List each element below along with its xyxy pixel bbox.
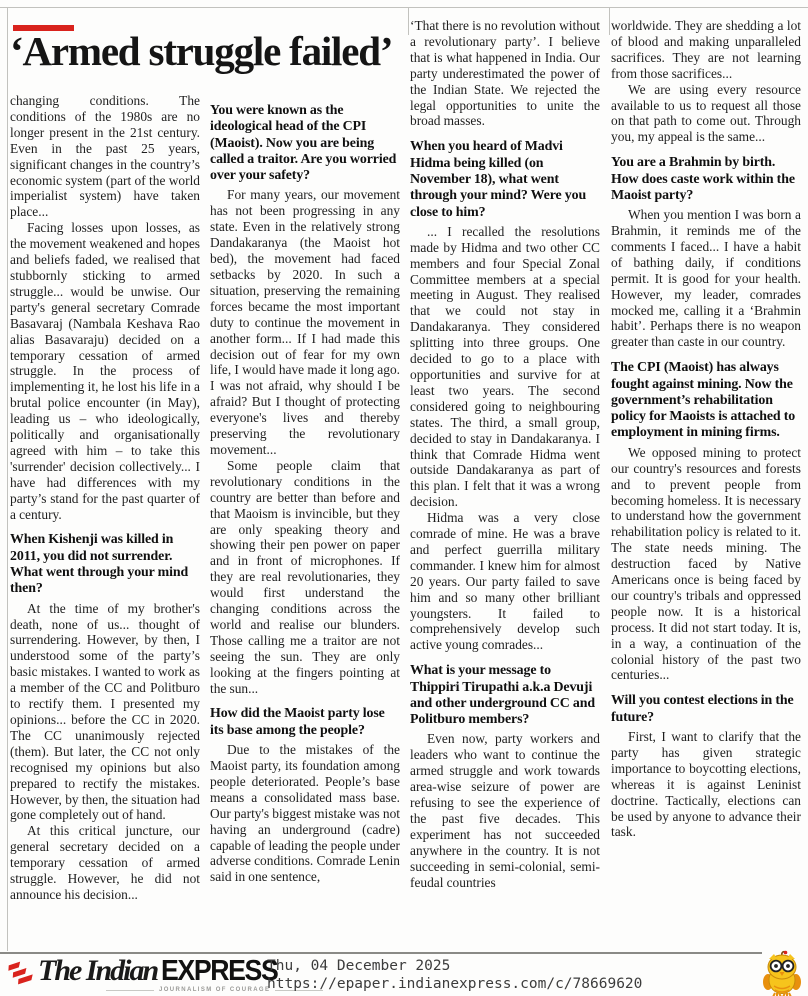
epaper-date: Thu, 04 December 2025 [267, 958, 451, 974]
article-paragraph: Hidma was a very close comrade of mine. He was a brave and perfect guerrilla military commander. I knew him for almost 20 years. Our party failed to save him and so many other brilliant youngsters. It failed to comprehensively develop such active young comrades... [410, 510, 600, 653]
interview-question: When Kishenji was killed in 2011, you did not surrender. What went through your mind then? [10, 532, 189, 597]
top-rule [0, 7, 808, 8]
logo-the-indian: The Indian [38, 954, 158, 987]
article-headline: ‘Armed struggle failed’ [10, 28, 393, 74]
article-paragraph: We are using every resource available to us to request all those on that path to come out. Through you, my appeal is the same... [611, 81, 801, 145]
interview-question: You are a Brahmin by birth. How does caste work within the Maoist party? [611, 155, 795, 203]
footer-bar [0, 954, 808, 996]
article-column-2 [210, 93, 400, 951]
article-paragraph: worldwide. They are shedding a lot of blood and making unparalleled sacrifices. They are not learning from those sacrifices... [611, 18, 801, 81]
article-paragraph: At the time of my brother's death, none of us... thought of surrendering. However, by then, I understood some of the party’s basic mistakes. I wanted to work as a member of the CC and Politburo to rectify them. I presented my opinions... before the CC in 2020. The CC unanimously rejected (them). But later, the CC not only recognised my opinions but also prepared to rectify the mistakes. However, by then, the situation had gone completely out of hand. [10, 600, 200, 823]
interview-question: Will you contest elections in the future? [611, 693, 794, 725]
article-column-4 [611, 18, 801, 951]
interview-question: What is your message to Thippiri Tirupathi a.k.a Devuji and other underground CC and Politburo members? [410, 663, 596, 728]
epaper-url[interactable]: https://epaper.indianexpress.com/c/78669620 [267, 976, 643, 992]
indian-express-flame-icon [8, 959, 34, 994]
interview-question: You were known as the ideological head of the CPI (Maoist). Now you are being called a traitor. Are you worried over your safety? [210, 103, 397, 184]
article-paragraph: Facing losses upon losses, as the movement weakened and hopes and beliefs faded, we realised that stubbornly sticking to armed struggle... would be unwise. Our party's general secretary Comrade Basavaraj (Nambala Keshava Rao alias Basavaraju) decided on a temporary cessation of armed struggle. In the process of implementing it, he lost his life in a brutal police encounter (in May), leading us – who ideologically, politically and organisationally agreed with him – to take this 'surrender' decision collectively... I have had differences with my party’s stand for the past quarter of a century. [10, 220, 200, 522]
article-paragraph: changing conditions. The conditions of the 1980s are no longer present in the 21st century. Even in the past 25 years, significant changes in the country’s economic system (part of the world imperialist system) have taken place... [10, 93, 200, 220]
article-paragraph: Due to the mistakes of the Maoist party, its foundation among people deteriorated. People’s base means a consolidated mass base. Our party's biggest mistake was not having an underground (cadre) capable of leading the people under adverse conditions. Comrade Lenin said in one sentence, [210, 742, 400, 885]
article-paragraph: First, I want to clarify that the party has given strategic importance to boycotting elections, whereas it is against Leninist doctrine. Tactically, elections can be used by anyone to advance their task. [611, 728, 801, 840]
column-tick [408, 7, 409, 35]
article-paragraph: ... I recalled the resolutions made by Hidma and two other CC members and four Special Zonal Committee members at a special meeting in August. They realised that we could not stay in Dandakaranya. They considered splitting into three groups. One decided to go to a place with opportunities and survive for at least two years. The second considered going to neighbouring states. The third, a small group, decided to stay in Dandakaranya. I think that Comrade Hidma went outside Dandakaranya as part of this plan. I felt that it was a wrong decision. [410, 223, 600, 510]
article-paragraph: When you mention I was born a Brahmin, it reminds me of the comments I faced... I have a habit of bathing daily, if conditions permit. It is good for your health. However, my leader, comrades mocked me, calling it a ‘Brahmin habit’. Perhaps there is no weapon greater than caste in our country. [611, 207, 801, 350]
interview-question: When you heard of Madvi Hidma being killed (on November 18), what went through your mind? Were you close to him? [410, 139, 587, 220]
article-paragraph: Some people claim that revolutionary conditions in the country are better than before and that Maoism is invincible, but they are only speaking theory and showing their pen power on paper and in front of microphones. If they are real revolutionaries, they would first understand the changing conditions across the world and realise our blunders. Those calling me a traitor are not seeing the sun. They are only looking at the fingers pointing at the sun... [210, 457, 400, 696]
article-paragraph: We opposed mining to protect our country's resources and forests and to prevent people from becoming homeless. It is necessary to understand how the government rehabilitation policy is related to it. The state needs mining. The destruction faced by Native Americans once is being faced by our country's tribals and oppressed people now. It is a historical process. It did not start today. It is, in a way, a continuation of the colonial history of the past two centuries... [611, 444, 801, 683]
column-tick [609, 7, 610, 35]
article-paragraph: At this critical juncture, our general secretary decided on a temporary cessation of armed struggle. However, he did not announce his decision... [10, 823, 200, 902]
article-paragraph: Even now, party workers and leaders who want to continue the armed struggle and work towards area-wise seizure of power are refusing to see the experience of the past five decades. This experiment has not succeeded anywhere in the country. It is not succeeding in semi-colonial, semi-feudal countries [410, 731, 600, 890]
left-rule [7, 7, 8, 951]
interview-question: How did the Maoist party lose its base among the people? [210, 706, 385, 738]
interview-question: The CPI (Maoist) has always fought against mining. Now the government’s rehabilitation policy for Maoists is attached to employment in mining firms. [611, 360, 796, 441]
logo-express: EXPRESS [161, 955, 278, 987]
article-column-1 [10, 93, 200, 951]
article-paragraph: ‘That there is no revolution without a revolutionary party’. I believe that is what happened in India. Our party underestimated the power of the Indian State. We rejected the legal opportunities to unite the broad masses. [410, 18, 600, 129]
owl-mascot-icon [760, 950, 804, 996]
article-column-3 [410, 18, 600, 951]
article-paragraph: For many years, our movement has not been progressing in any state. Even in the relatively strong Dandakaranya (the Maoist hot bed), the movement had faced setbacks by 2020. In such a situation, preserving the remaining forces became the most important duty to continue the movement in another form... If I had made this decision out of fear for my own life, I would have made it long ago. I was not afraid, why should I be afraid? But I thought of protecting everyone's lives and thereby preserving the revolutionary movement... [210, 187, 400, 457]
logo-tagline: JOURNALISM OF COURAGE [106, 987, 323, 993]
